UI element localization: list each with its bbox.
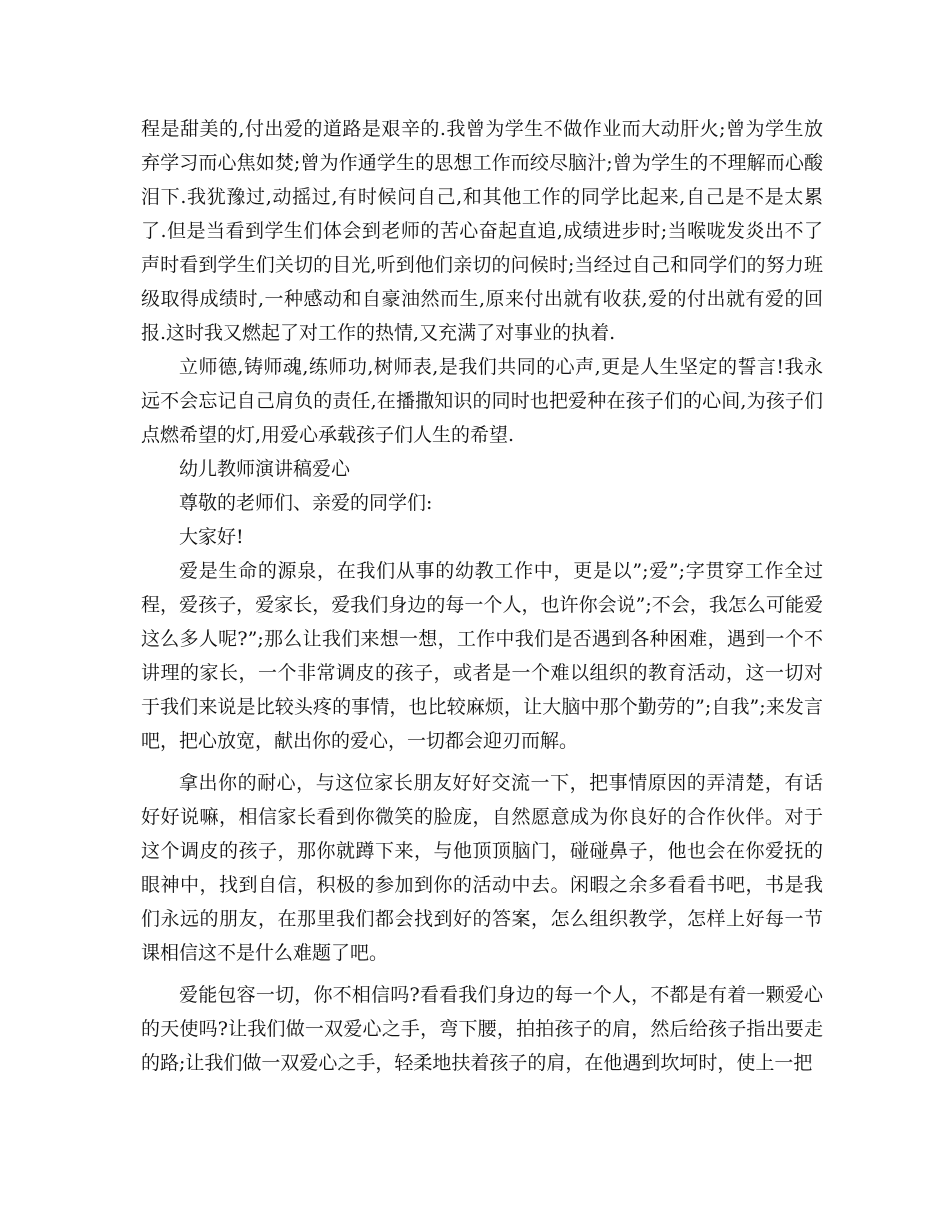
speech-salutation: 尊敬的老师们、亲爱的同学们:: [179, 492, 433, 514]
paragraph-love-source: 爱是生命的源泉，在我们从事的幼教工作中，更是以”;爱”;字贯穿工作全过程，爱孩子，爱家长，爱我们身边的每一个人，也许你会说”;不会，我怎么可能爱这么多人呢?”;那么让我们来想一想，工作中我们是否遇到各种困难，遇到一个不讲理的家长，一个非常调皮的孩子，或者是一个难以组织的教育活动，这一切对于我们来说是比较头疼的事情，也比较麻烦，让大脑中那个勤劳的”;自我”;来发言吧，把心放宽，献出你的爱心，一切都会迎刃而解。: [141, 560, 823, 752]
paragraph-patience: 拿出你的耐心，与这位家长朋友好好交流一下，把事情原因的弄清楚，有话好好说嘛，相信家长看到你微笑的脸庞，自然愿意成为你良好的合作伙伴。对于这个调皮的孩子，那你就蹲下来，与他顶顶脑门，碰碰鼻子，他也会在你爱抚的眼神中，找到自信，积极的参加到你的活动中去。闲暇之余多看看书吧，书是我们永远的朋友，在那里我们都会找到好的答案，怎么组织教学，怎样上好每一节课相信这不是什么难题了吧。: [141, 772, 823, 964]
paragraph-continuation: 程是甜美的,付出爱的道路是艰辛的.我曾为学生不做作业而大动肝火;曾为学生放弃学习而心焦如焚;曾为作通学生的思想工作而绞尽脑汁;曾为学生的不理解而心酸泪下.我犹豫过,动摇过,有时候问自己,和其他工作的同学比起来,自己是不是太累了.但是当看到学生们体会到老师的苦心奋起直追,成绩进步时;当喉咙发炎出不了声时看到学生们关切的目光,听到他们亲切的问候时;当经过自己和同学们的努力班级取得成绩时,一种感动和自豪油然而生,原来付出就有收获,爱的付出就有爱的回报.这时我又燃起了对工作的热情,又充满了对事业的执着.: [141, 118, 823, 344]
speech-title: 幼儿教师演讲稿爱心: [179, 458, 351, 480]
paragraph-teacher-ethics: 立师德,铸师魂,练师功,树师表,是我们共同的心声,更是人生坚定的誓言!我永远不会忘记自己肩负的责任,在播撒知识的同时也把爱种在孩子们的心间,为孩子们点燃希望的灯,用爱心承载孩子们人生的希望.: [141, 356, 823, 446]
speech-greeting: 大家好!: [179, 526, 244, 548]
document-body: [141, 112, 823, 1080]
paragraph-tolerance: 爱能包容一切，你不相信吗?看看我们身边的每一个人，不都是有着一颗爱心的天使吗?让我们做一双爱心之手，弯下腰，拍拍孩子的肩，然后给孩子指出要走的路;让我们做一双爱心之手，轻柔地扶着孩子的肩，在他遇到坎坷时，使上一把: [141, 984, 823, 1074]
